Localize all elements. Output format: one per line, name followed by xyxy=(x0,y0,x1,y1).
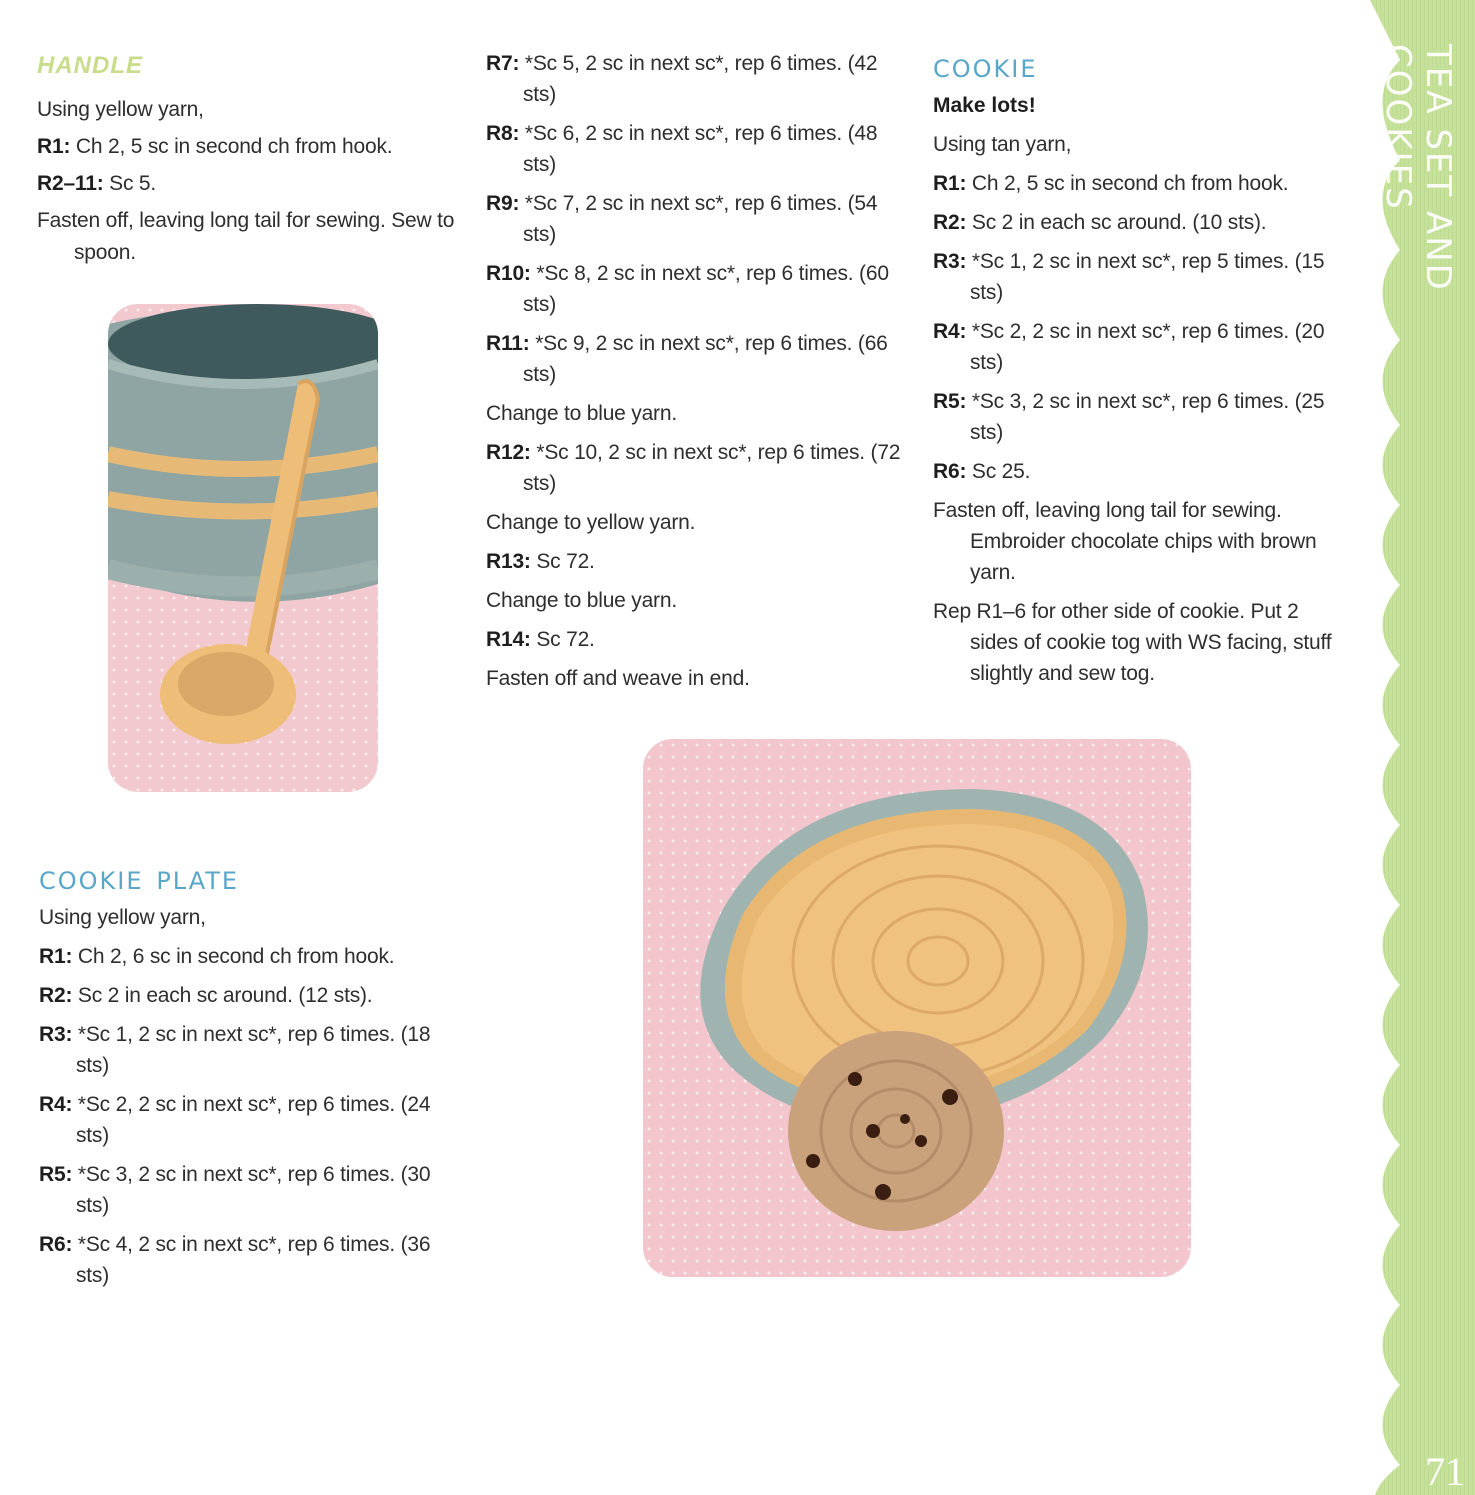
instruction-line: R12: *Sc 10, 2 sc in next sc*, rep 6 times. (72 sts) xyxy=(486,441,901,495)
cookie-section xyxy=(933,46,1343,697)
instruction-line: R13: Sc 72. xyxy=(486,550,595,573)
instruction-line: R6: *Sc 4, 2 sc in next sc*, rep 6 times. (36 sts) xyxy=(39,1233,431,1287)
instruction-line: R4: *Sc 2, 2 sc in next sc*, rep 6 times. (20 sts) xyxy=(933,320,1325,374)
instruction-line: R14: Sc 72. xyxy=(486,628,595,651)
chapter-title: TEA SET AND COOKIES xyxy=(1378,44,1458,292)
instruction-line: Using tan yarn, xyxy=(933,133,1072,156)
handle-heading: HANDLE xyxy=(37,52,143,79)
instruction-line: R6: Sc 25. xyxy=(933,460,1031,483)
instruction-line: R1: Ch 2, 5 sc in second ch from hook. xyxy=(37,135,393,158)
cookie-heading: cookie xyxy=(933,46,1038,86)
instruction-line: R4: *Sc 2, 2 sc in next sc*, rep 6 times. (24 sts) xyxy=(39,1093,431,1147)
instruction-line: R5: *Sc 3, 2 sc in next sc*, rep 6 times. (30 sts) xyxy=(39,1163,431,1217)
instruction-line: R2–11: Sc 5. xyxy=(37,172,157,195)
instruction-line: R2: Sc 2 in each sc around. (10 sts). xyxy=(933,211,1267,234)
instruction-line: R1: Ch 2, 5 sc in second ch from hook. xyxy=(933,172,1289,195)
handle-section xyxy=(37,52,457,277)
instruction-line: R10: *Sc 8, 2 sc in next sc*, rep 6 times. (60 sts) xyxy=(486,262,889,316)
instruction-line: Using yellow yarn, xyxy=(39,906,206,929)
cookie-plate-heading: cookie plate xyxy=(39,858,240,898)
plate-and-cookie-illustration xyxy=(643,739,1191,1277)
instruction-line: Rep R1–6 for other side of cookie. Put 2 sides of cookie tog with WS facing, stuff slightly and sew tog. xyxy=(933,600,1332,685)
instruction-line: Fasten off and weave in end. xyxy=(486,667,750,690)
instruction-line: R1: Ch 2, 6 sc in second ch from hook. xyxy=(39,945,395,968)
instruction-line: Using yellow yarn, xyxy=(37,98,204,121)
instruction-line: Fasten off, leaving long tail for sewing. Embroider chocolate chips with brown yarn. xyxy=(933,499,1317,584)
plate-and-cookie-photo xyxy=(643,739,1191,1277)
cookie-plate-section xyxy=(39,858,459,1299)
instruction-line: R5: *Sc 3, 2 sc in next sc*, rep 6 times. (25 sts) xyxy=(933,390,1325,444)
instruction-line: R9: *Sc 7, 2 sc in next sc*, rep 6 times. (54 sts) xyxy=(486,192,878,246)
instruction-line: R3: *Sc 1, 2 sc in next sc*, rep 6 times. (18 sts) xyxy=(39,1023,431,1077)
instruction-line: R8: *Sc 6, 2 sc in next sc*, rep 6 times. (48 sts) xyxy=(486,122,878,176)
instruction-line: Change to blue yarn. xyxy=(486,589,677,612)
cookie-plate-continued xyxy=(486,48,906,702)
instruction-line: R2: Sc 2 in each sc around. (12 sts). xyxy=(39,984,373,1007)
spoon-and-bowl-illustration xyxy=(108,304,378,792)
instruction-line: Fasten off, leaving long tail for sewing. Sew to spoon. xyxy=(37,209,455,264)
spoon-photo xyxy=(108,304,378,792)
instruction-line: R7: *Sc 5, 2 sc in next sc*, rep 6 times. (42 sts) xyxy=(486,52,878,106)
page-number: 71 xyxy=(1425,1449,1465,1494)
instruction-line: Change to blue yarn. xyxy=(486,402,677,425)
instruction-line: R11: *Sc 9, 2 sc in next sc*, rep 6 times. (66 sts) xyxy=(486,332,888,386)
instruction-line: R3: *Sc 1, 2 sc in next sc*, rep 5 times. (15 sts) xyxy=(933,250,1325,304)
instruction-line: Change to yellow yarn. xyxy=(486,511,696,534)
cookie-subheading: Make lots! xyxy=(933,94,1036,117)
